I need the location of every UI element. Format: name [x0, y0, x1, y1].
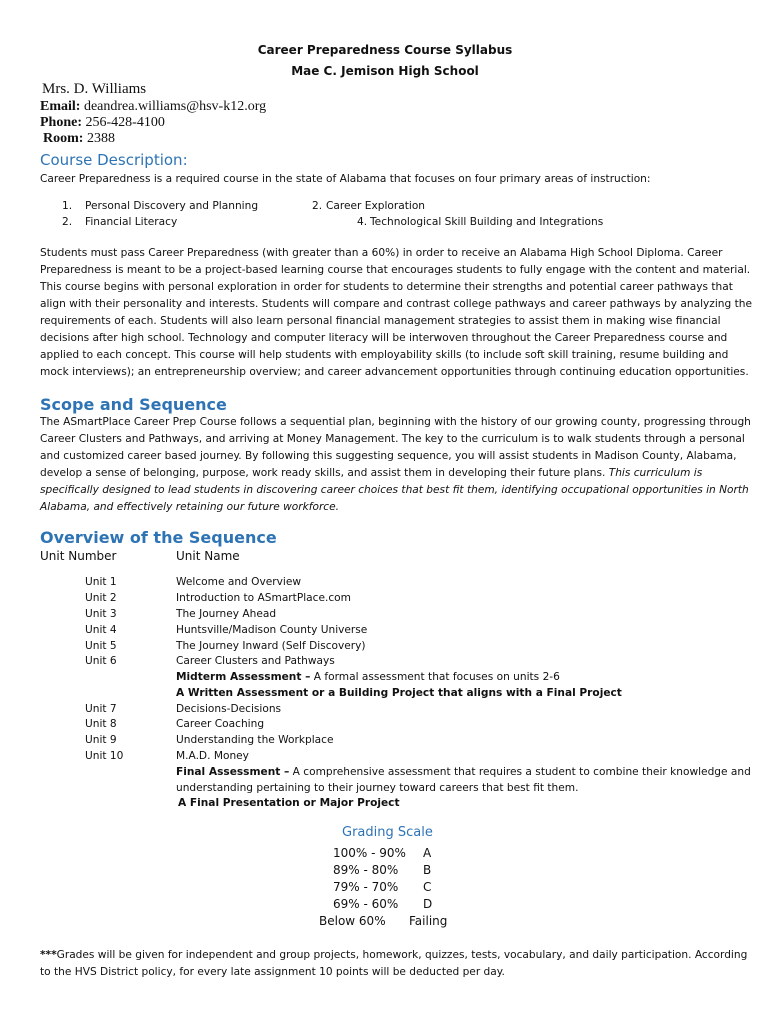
unit-name: M.A.D. Money	[176, 750, 249, 762]
description-line: mock interviews); an entrepreneurship overview; and career advancement opportunities through continuing education opportunities.	[40, 366, 749, 378]
school-name: Mae C. Jemison High School	[291, 64, 479, 78]
scope-heading: Scope and Sequence	[40, 395, 227, 414]
room-value: 2388	[86, 131, 115, 146]
grading-policy-line	[40, 949, 747, 961]
unit-name: Huntsville/Madison County Universe	[176, 624, 368, 636]
teacher-name: Mrs. D. Williams	[42, 81, 147, 97]
grade-letter: B	[423, 863, 432, 877]
unit-number: Unit 3	[85, 608, 117, 620]
scope-line: Career Clusters and Pathways, and arriving at Money Management. The key to the curriculum is to walk students through a personal	[40, 433, 745, 445]
grade-range: 89% - 80%	[333, 863, 399, 877]
unit-name: Career Coaching	[176, 718, 265, 730]
scope-line-plain: develop a sense of belonging, purpose, work ready skills, and assist them in developing their future plans.	[40, 467, 609, 479]
unit-number: Unit 6	[85, 655, 117, 667]
final-label: Final Assessment –	[176, 766, 290, 778]
area-2-text: Financial Literacy	[85, 216, 178, 228]
room-label: Room:	[43, 131, 84, 146]
unit-name: Decisions-Decisions	[176, 703, 282, 715]
room-line	[43, 131, 115, 147]
description-line: Students must pass Career Preparedness (with greater than a 60%) in order to receive an Alabama High School Diploma. Career	[40, 247, 723, 259]
description-line: This course begins with personal exploration in order for students to determine their strengths and potential career pathways that	[40, 281, 733, 293]
phone-label: Phone:	[40, 115, 82, 130]
grade-range: Below 60%	[319, 914, 386, 928]
course-description-heading: Course Description:	[40, 151, 188, 169]
email-value: deandrea.williams@hsv-k12.org	[83, 99, 267, 114]
unit-number: Unit 4	[85, 624, 117, 636]
final-option: A Final Presentation or Major Project	[178, 797, 400, 809]
unit-name: The Journey Inward (Self Discovery)	[176, 640, 366, 652]
area-4-num: 4.	[357, 216, 368, 228]
scope-italic-line: Alabama, and effectively retaining our future workforce.	[40, 501, 340, 513]
overview-heading: Overview of the Sequence	[40, 528, 277, 547]
grading-policy-line: to the HVS District policy, for every late assignment 10 points will be deducted per day.	[40, 966, 505, 978]
grading-scale-heading: Grading Scale	[342, 825, 433, 840]
grade-range: 69% - 60%	[333, 897, 399, 911]
unit-number-header: Unit Number	[40, 549, 117, 563]
unit-number: Unit 10	[85, 750, 124, 762]
policy-text: Grades will be given for independent and group projects, homework, quizzes, tests, vocabulary, and daily participation. According	[56, 949, 748, 961]
unit-name: Understanding the Workplace	[176, 734, 334, 746]
unit-number: Unit 5	[85, 640, 117, 652]
unit-name: Introduction to ASmartPlace.com	[176, 592, 351, 604]
midterm-label: Midterm Assessment –	[176, 671, 311, 683]
scope-italic-line: specifically designed to lead students in discovering career choices that best fit them, identifying occupational opportunities in North	[40, 484, 749, 496]
grade-letter: A	[423, 846, 432, 860]
unit-number: Unit 1	[85, 576, 117, 588]
unit-number: Unit 2	[85, 592, 117, 604]
midterm-assessment	[176, 671, 560, 683]
grade-range: 79% - 70%	[333, 880, 399, 894]
area-3-text: Career Exploration	[326, 200, 426, 212]
scope-line: The ASmartPlace Career Prep Course follows a sequential plan, beginning with the history of our growing county, progressing through	[40, 416, 751, 428]
description-line: applied to each concept. This course will help students with employability skills (to include soft skill training, resume building and	[40, 349, 729, 361]
grade-letter: Failing	[409, 914, 448, 928]
unit-name: Career Clusters and Pathways	[176, 655, 335, 667]
unit-number: Unit 7	[85, 703, 117, 715]
description-line: decisions after high school. Technology and computer literacy will be interwoven throughout the Career Preparedness course and	[40, 332, 728, 344]
description-line: requirements of each. Students will also learn personal financial management strategies to assist them in making wise financial	[40, 315, 721, 327]
midterm-description: A formal assessment that focuses on units 2-6	[310, 671, 560, 683]
unit-number: Unit 9	[85, 734, 117, 746]
course-intro: Career Preparedness is a required course in the state of Alabama that focuses on four primary areas of instruction:	[40, 173, 651, 185]
midterm-option: A Written Assessment or a Building Project that aligns with a Final Project	[176, 687, 622, 699]
final-description: A comprehensive assessment that requires a student to combine their knowledge and	[289, 766, 751, 778]
unit-name: The Journey Ahead	[176, 608, 277, 620]
phone-line	[40, 115, 165, 131]
area-1-num: 1.	[62, 200, 73, 212]
area-2-num: 2.	[62, 216, 73, 228]
email-label: Email:	[40, 99, 81, 114]
grade-letter: D	[423, 897, 433, 911]
email-line	[40, 99, 266, 115]
final-description-cont: understanding pertaining to their journey toward careers that best fit them.	[176, 782, 579, 794]
description-line: Preparedness is meant to be a project-based learning course that encourages students to fully engage with the content and material.	[40, 264, 751, 276]
grade-letter: C	[423, 880, 432, 894]
unit-number: Unit 8	[85, 718, 117, 730]
syllabus-title: Career Preparedness Course Syllabus	[257, 43, 513, 57]
unit-name: Welcome and Overview	[176, 576, 301, 588]
scope-line-italic: This curriculum is	[608, 467, 703, 479]
scope-line: and customized career based journey. By following this suggesting sequence, you will assist students in Madison County, Alabama,	[40, 450, 737, 462]
unit-name-header: Unit Name	[176, 549, 240, 563]
area-4-text: Technological Skill Building and Integrations	[370, 216, 604, 228]
stars: ***	[40, 949, 57, 961]
area-3-num: 2.	[312, 200, 323, 212]
final-assessment	[176, 766, 751, 778]
phone-value: 256-428-4100	[85, 115, 165, 130]
scope-line	[40, 467, 702, 479]
grade-range: 100% - 90%	[333, 846, 406, 860]
area-1-text: Personal Discovery and Planning	[85, 200, 259, 212]
description-line: align with their personality and interests. Students will compare and contrast college pathways and career pathways by analyzing the	[40, 298, 752, 310]
